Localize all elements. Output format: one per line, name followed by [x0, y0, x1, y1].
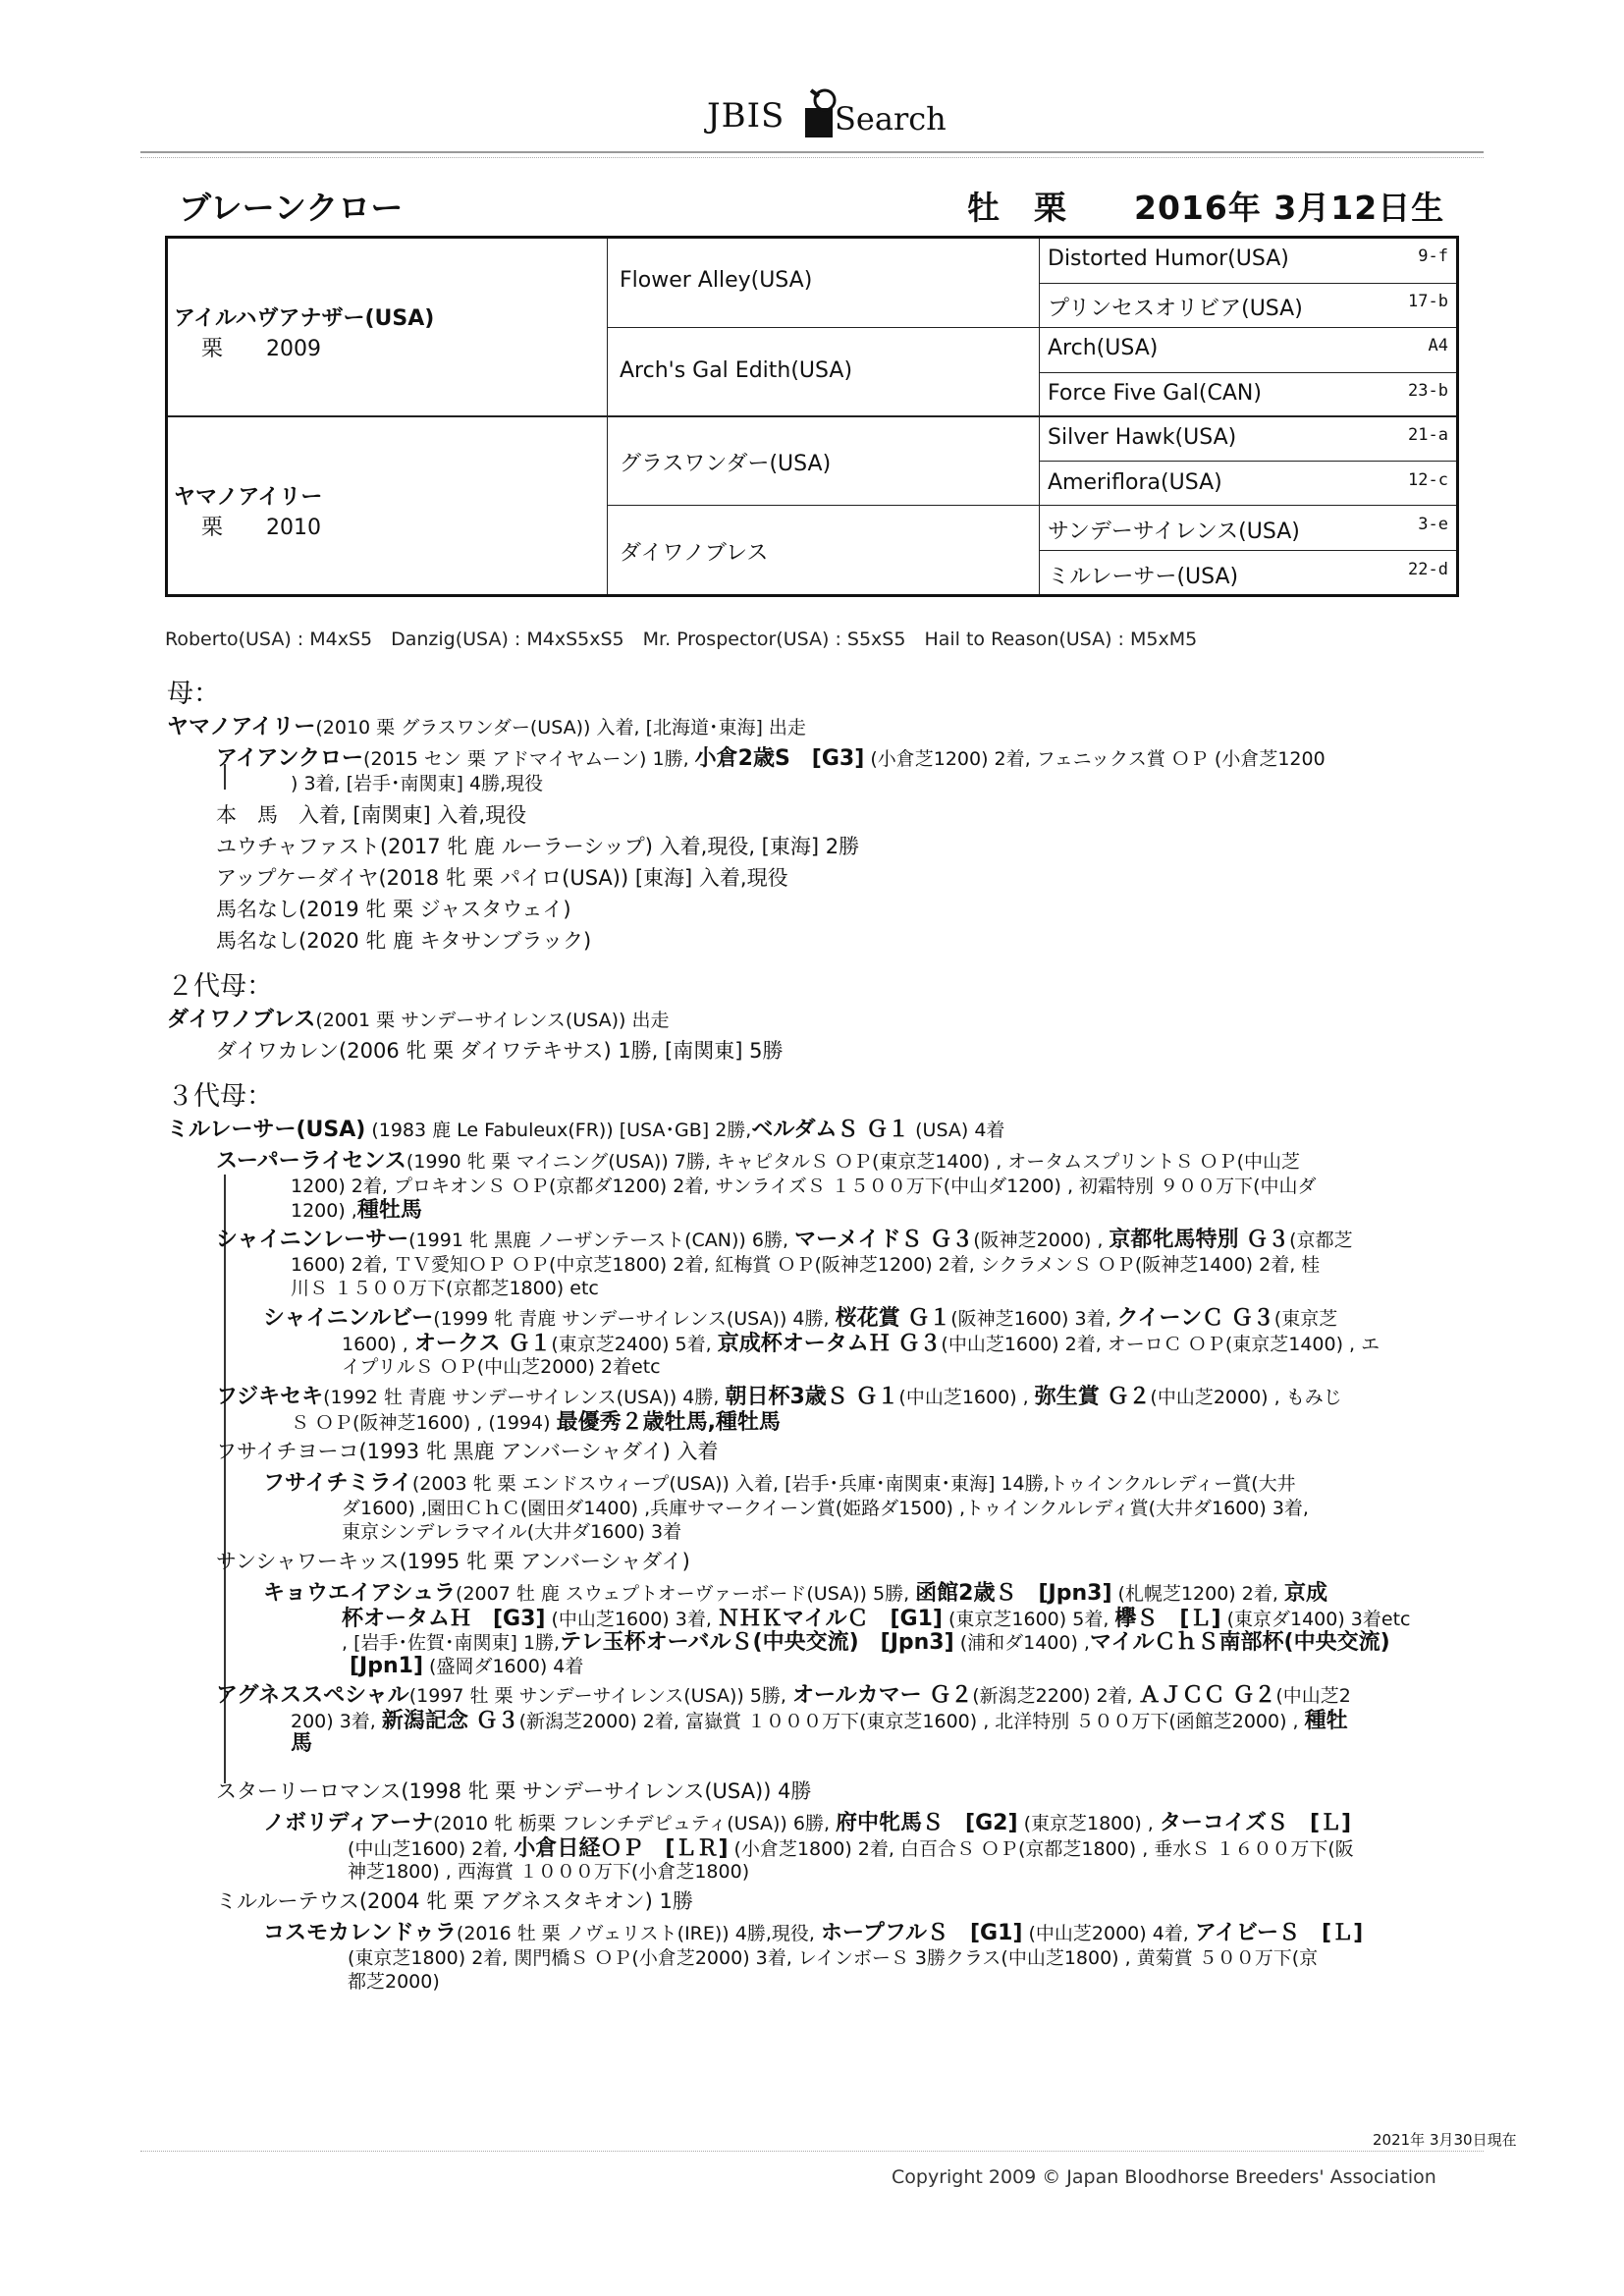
- race-grade: アイビーＳ [Ｌ]: [1194, 1921, 1364, 1945]
- 2nd-dam-detail: (2001 栗 サンデーサイレンス(USA)) 出走: [315, 1010, 670, 1031]
- detail: (中山芝1600) 2着,: [348, 1838, 514, 1860]
- inbreeding-line: Roberto(USA) : M4xS5 Danzig(USA) : M4xS5xS5 Mr. Prospector(USA) : S5xS5 Hail to Reason(USA) : M5xM5: [165, 629, 1198, 650]
- line-offspring: [216, 1147, 1300, 1175]
- line-offspring: ユウチャファスト(2017 牝 鹿 ルーラーシップ) 入着,現役, [東海] 2勝: [216, 835, 860, 858]
- pedigree-g2-2: グラスワンダー(USA): [620, 452, 832, 476]
- pedigree-sire: [174, 301, 434, 362]
- 3rd-dam-name: ミルレーサー(USA): [167, 1118, 366, 1142]
- offspring-name: フサイチミライ: [263, 1471, 412, 1496]
- detail: (1999 牝 青鹿 サンデーサイレンス(USA)) 4勝,: [433, 1308, 836, 1330]
- line-cont: (東京芝1800) 2着, 関門橋Ｓ ＯＰ(小倉芝2000) 3着, レインボーＳ 3勝クラス(中山芝1800) , 黄菊賞 ５００万下(京: [348, 1947, 1319, 1969]
- line-offspring: [263, 1469, 1296, 1498]
- line-offspring: [263, 1919, 1363, 1947]
- line-cont: 1600) 2着, ＴＶ愛知ＯＰ ＯＰ(中京芝1800) 2着, 紅梅賞 ＯＰ(阪神芝1200) 2着, シクラメンＳ ＯＰ(阪神芝1400) 2着, 桂: [291, 1254, 1321, 1276]
- horse-info: 牡 栗 2016年 3月12日生: [967, 189, 1445, 227]
- line-offspring: ミルルーテウス(2004 牝 栗 アグネスタキオン) 1勝: [216, 1889, 693, 1913]
- detail: (中山芝2000) , もみじ: [1150, 1387, 1342, 1408]
- line-dam: [167, 713, 806, 741]
- offspring-name: ノボリディアーナ: [263, 1811, 434, 1835]
- section-2nd-dam: ２代母：: [167, 971, 273, 1002]
- detail: (1992 牡 青鹿 サンデーサイレンス(USA)) 4勝,: [323, 1387, 726, 1408]
- line-cont: 1200) 2着, プロキオンＳ ＯＰ(京都ダ1200) 2着, サンライズＳ １５００万下(中山ダ1200) , 初霜特別 ９００万下(中山ダ: [291, 1175, 1317, 1197]
- race-grade: 京成杯オータムＨ Ｇ３: [717, 1332, 942, 1356]
- detail: (1997 牡 栗 サンデーサイレンス(USA)) 5勝,: [408, 1685, 793, 1707]
- line-offspring: [263, 1304, 1337, 1333]
- line-cont: 川Ｓ １５００万下(京都芝1800) etc: [291, 1278, 599, 1299]
- detail: (東京ダ1400) 3着etc: [1220, 1609, 1411, 1630]
- race-grade: 杯オータムＨ [G3]: [342, 1607, 546, 1631]
- dam-name: ヤマノアイリー: [174, 485, 323, 510]
- line-cont: ダ1600) ,園田ＣｈＣ(園田ダ1400) ,兵庫サマークイーン賞(姫路ダ1500) ,トゥインクルレディ賞(大井ダ1600) 3着,: [342, 1498, 1309, 1519]
- line-cont: [291, 1707, 1348, 1735]
- detail: 1600) ,: [342, 1334, 414, 1355]
- pedigree-g3-row: [1048, 292, 1456, 322]
- detail: (新潟芝2000) 2着, 富嶽賞 １０００万下(東京芝1600) , 北洋特別 ５００万下(函館芝2000) ,: [518, 1711, 1305, 1732]
- detail: (札幌芝1200) 2着,: [1111, 1583, 1284, 1605]
- detail: 1200) ,: [291, 1200, 357, 1222]
- offspring-name: アグネススペシャル: [216, 1683, 409, 1708]
- line-offspring: サンシャワーキッス(1995 牝 栗 アンバーシャダイ): [216, 1550, 690, 1573]
- race-grade: テレ玉杯オーバルＳ(中央交流) [Jpn3]: [560, 1630, 954, 1655]
- pedigree-g3-name: Distorted Humor(USA): [1048, 246, 1289, 271]
- 2nd-dam-name: ダイワノブレス: [167, 1008, 316, 1032]
- line-offspring: [216, 1383, 1342, 1411]
- detail: (東京芝: [1273, 1308, 1338, 1330]
- line-offspring: 馬名なし(2020 牝 鹿 キタサンブラック): [216, 929, 592, 953]
- line-3rd-dam: [167, 1116, 1004, 1144]
- detail: (2016 牡 栗 ノヴェリスト(IRE)) 4勝,現役,: [456, 1923, 821, 1944]
- detail: (中山芝2: [1275, 1685, 1351, 1707]
- race-grade: [Jpn1]: [350, 1654, 424, 1678]
- detail: (2003 牝 栗 エンドスウィープ(USA)) 入着, [岩手･兵庫･南関東･東海] 14勝,トゥインクルレディー賞(大井: [411, 1473, 1296, 1495]
- pedigree-table: [165, 236, 1459, 597]
- pedigree-g3-row: [1048, 246, 1456, 271]
- line-cont: ) 3着, [岩手･南関東] 4勝,現役: [291, 773, 544, 794]
- line-offspring: [216, 1681, 1351, 1710]
- pedigree-g3-row: [1048, 336, 1456, 360]
- race-grade: 小倉2歳S [G3]: [694, 746, 865, 771]
- race-grade: 弥生賞 Ｇ２: [1034, 1385, 1151, 1409]
- detail: (東京芝1800) ,: [1017, 1813, 1160, 1834]
- logo-jbis-text: JBIS: [707, 96, 785, 136]
- sire-sub: 栗 2009: [201, 337, 321, 361]
- header-rule-dotted: [140, 157, 1484, 158]
- offspring-name: スーパーライセンス: [216, 1149, 406, 1174]
- honor: 種牡馬: [356, 1198, 422, 1223]
- offspring-name: シャイニンルビー: [263, 1306, 434, 1331]
- line-cont: 神芝1800) , 西海賞 １０００万下(小倉芝1800): [348, 1861, 750, 1883]
- detail: Ｓ ＯＰ(阪神芝1600) , (1994): [291, 1412, 557, 1434]
- pedigree-g3-row: [1048, 560, 1456, 590]
- family-code: 17-b: [1408, 292, 1448, 311]
- race-grade: 小倉日経ＯＰ [ＬＲ]: [514, 1836, 729, 1861]
- detail: (新潟芝2200) 2着,: [972, 1685, 1139, 1707]
- section-dam: 母：: [167, 679, 220, 709]
- pedigree-g3-name: Arch(USA): [1048, 336, 1159, 360]
- line-cont: イプリルＳ ＯＰ(中山芝2000) 2着etc: [342, 1356, 661, 1378]
- race-grade: マイルＣｈＳ南部杯(中央交流): [1089, 1630, 1390, 1655]
- detail: (盛岡ダ1600) 4着: [423, 1656, 584, 1677]
- detail: , [岩手･佐賀･南関東] 1勝,: [342, 1632, 561, 1654]
- line-cont: 馬: [291, 1731, 313, 1756]
- pedigree-g3-name: Silver Hawk(USA): [1048, 425, 1237, 450]
- line-offspring: スターリーロマンス(1998 牝 栗 サンデーサイレンス(USA)) 4勝: [216, 1779, 812, 1803]
- detail: (1990 牝 栗 マイニング(USA)) 7勝, キャピタルＳ ＯＰ(東京芝1400) , オータムスプリントＳ ＯＰ(中山芝: [406, 1151, 1300, 1173]
- detail: (2010 牝 栃栗 フレンチデピュティ(USA)) 6勝,: [433, 1813, 837, 1834]
- pedigree-g3-row: [1048, 470, 1456, 495]
- line-cont: [291, 1196, 422, 1225]
- line-offspring: [216, 744, 1326, 773]
- line-cont: 東京シンデレラマイル(大井ダ1600) 3着: [342, 1521, 682, 1543]
- dam-name: ヤマノアイリー: [167, 715, 316, 739]
- pedigree-g3-row: [1048, 515, 1456, 545]
- detail: (京都芝: [1289, 1230, 1353, 1251]
- race-grade: ホープフルＳ [G1]: [820, 1921, 1023, 1945]
- line-self: 本 馬 入着, [南関東] 入着,現役: [216, 803, 527, 827]
- family-code: 21-a: [1408, 425, 1448, 445]
- detail: (中山芝2000) 4着,: [1022, 1923, 1195, 1944]
- line-offspring: アップケーダイヤ(2018 牝 栗 パイロ(USA)) [東海] 入着,現役: [216, 866, 788, 890]
- honor: 種牡: [1304, 1709, 1348, 1733]
- honor: 最優秀２歳牡馬,種牡馬: [556, 1410, 781, 1435]
- line-cont: 都芝2000): [348, 1971, 440, 1993]
- jbis-search-logo: [707, 86, 962, 145]
- copyright: Copyright 2009 © Japan Bloodhorse Breeders' Association: [892, 2166, 1436, 2188]
- line-offspring: [263, 1579, 1327, 1608]
- race-grade: 府中牝馬Ｓ [G2]: [836, 1811, 1018, 1835]
- pedigree-g3-name: Force Five Gal(CAN): [1048, 381, 1262, 406]
- offspring-name: コスモカレンドゥラ: [263, 1921, 457, 1945]
- line-cont: [291, 1408, 781, 1437]
- offspring-name: アイアンクロー: [216, 746, 364, 771]
- detail: (阪神芝1600) 3着,: [950, 1308, 1117, 1330]
- as-of-date: 2021年 3月30日現在: [1373, 2131, 1517, 2149]
- pedigree-g2-3: ダイワノブレス: [620, 541, 769, 566]
- family-code: A4: [1428, 336, 1448, 355]
- detail: (東京芝1600) 5着,: [942, 1609, 1115, 1630]
- race-grade: 函館2歳Ｓ [Jpn3]: [915, 1581, 1112, 1606]
- line-cont: [350, 1652, 583, 1680]
- line-offspring: [216, 1226, 1353, 1254]
- detail: (東京芝2400) 5着,: [551, 1334, 718, 1355]
- header-rule: [140, 151, 1484, 153]
- race-grade: 新潟記念 Ｇ３: [381, 1709, 519, 1733]
- sire-name: アイルハヴアナザー(USA): [174, 306, 435, 331]
- race-grade: 京成: [1283, 1581, 1327, 1606]
- offspring-name: フジキセキ: [216, 1385, 324, 1409]
- pedigree-g3-row: [1048, 381, 1456, 406]
- pedigree-g3-name: プリンセスオリビア(USA): [1048, 297, 1303, 321]
- line-2nd-dam: [167, 1006, 670, 1034]
- family-code: 23-b: [1408, 381, 1448, 401]
- footer-rule: [140, 2151, 1484, 2152]
- detail: (浦和ダ1400) ,: [953, 1632, 1090, 1654]
- race-grade: オールカマー Ｇ２: [792, 1683, 973, 1708]
- detail: 200) 3着,: [291, 1711, 382, 1732]
- detail: (USA) 4着: [909, 1120, 1005, 1141]
- logo-search-text: Search: [835, 100, 947, 137]
- pedigree-g3-name: サンデーサイレンス(USA): [1048, 519, 1300, 544]
- line-offspring: [263, 1809, 1351, 1837]
- offspring-name: キョウエイアシュラ: [263, 1581, 457, 1606]
- pedigree-g2-0: Flower Alley(USA): [620, 268, 813, 293]
- family-code: 3-e: [1418, 515, 1448, 534]
- detail: (中山芝1600) ,: [898, 1387, 1035, 1408]
- pedigree-g2-1: Arch's Gal Edith(USA): [620, 358, 853, 383]
- detail: (1983 鹿 Le Fabuleux(FR)) [USA･GB] 2勝,: [365, 1120, 752, 1141]
- race-grade: ベルダムＳ Ｇ１: [751, 1118, 910, 1142]
- race-grade: ＡＪＣＣ Ｇ２: [1138, 1683, 1276, 1708]
- section-3rd-dam: ３代母：: [167, 1081, 273, 1112]
- race-grade: ターコイズＳ [Ｌ]: [1159, 1811, 1352, 1835]
- dam-sub: 栗 2010: [201, 516, 321, 540]
- race-grade: クイーンＣ Ｇ３: [1116, 1306, 1274, 1331]
- offspring-detail: (2015 セン 栗 アドマイヤムーン) 1勝,: [363, 748, 695, 770]
- race-grade: 欅Ｓ [Ｌ]: [1114, 1607, 1221, 1631]
- race-grade: ＮＨＫマイルＣ [G1]: [717, 1607, 943, 1631]
- dam-detail: (2010 栗 グラスワンダー(USA)) 入着, [北海道･東海] 出走: [315, 717, 806, 738]
- detail: (2007 牡 鹿 スウェプトオーヴァーボード(USA)) 5勝,: [456, 1583, 916, 1605]
- detail: (1991 牝 黒鹿 ノーザンテースト(CAN)) 6勝,: [408, 1230, 795, 1251]
- line-offspring: フサイチヨーコ(1993 牝 黒鹿 アンバーシャダイ) 入着: [216, 1440, 719, 1463]
- horse-name: ブレーンクロー: [179, 189, 404, 227]
- race-grade: 桜花賞 Ｇ１: [835, 1306, 951, 1331]
- detail: (中山芝1600) 2着, オーロＣ ＯＰ(東京芝1400) , エ: [941, 1334, 1380, 1355]
- detail: (中山芝1600) 3着,: [545, 1609, 718, 1630]
- detail: (阪神芝2000) ,: [973, 1230, 1110, 1251]
- pedigree-g3-name: ミルレーサー(USA): [1048, 565, 1239, 589]
- line-offspring: ダイワカレン(2006 牝 栗 ダイワテキサス) 1勝, [南関東] 5勝: [216, 1039, 784, 1063]
- pedigree-g3-row: [1048, 425, 1456, 450]
- pedigree-g3-name: Ameriflora(USA): [1048, 470, 1222, 495]
- family-code: 12-c: [1408, 470, 1448, 490]
- detail: (小倉芝1800) 2着, 白百合Ｓ ＯＰ(京都芝1800) , 垂水Ｓ １６００万下(阪: [728, 1838, 1354, 1860]
- family-code: 9-f: [1418, 246, 1448, 266]
- race-grade: 京都牝馬特別 Ｇ３: [1109, 1228, 1290, 1252]
- pedigree-dam: [174, 480, 322, 541]
- race-grade: 朝日杯3歳Ｓ Ｇ１: [725, 1385, 899, 1409]
- race-grade: マーメイドＳ Ｇ３: [794, 1228, 974, 1252]
- offspring-detail: (小倉芝1200) 2着, フェニックス賞 ＯＰ (小倉芝1200: [864, 748, 1326, 770]
- race-grade: オークス Ｇ１: [413, 1332, 552, 1356]
- offspring-name: シャイニンレーサー: [216, 1228, 409, 1252]
- line-offspring: 馬名なし(2019 牝 栗 ジャスタウェイ): [216, 898, 571, 921]
- family-code: 22-d: [1408, 560, 1448, 579]
